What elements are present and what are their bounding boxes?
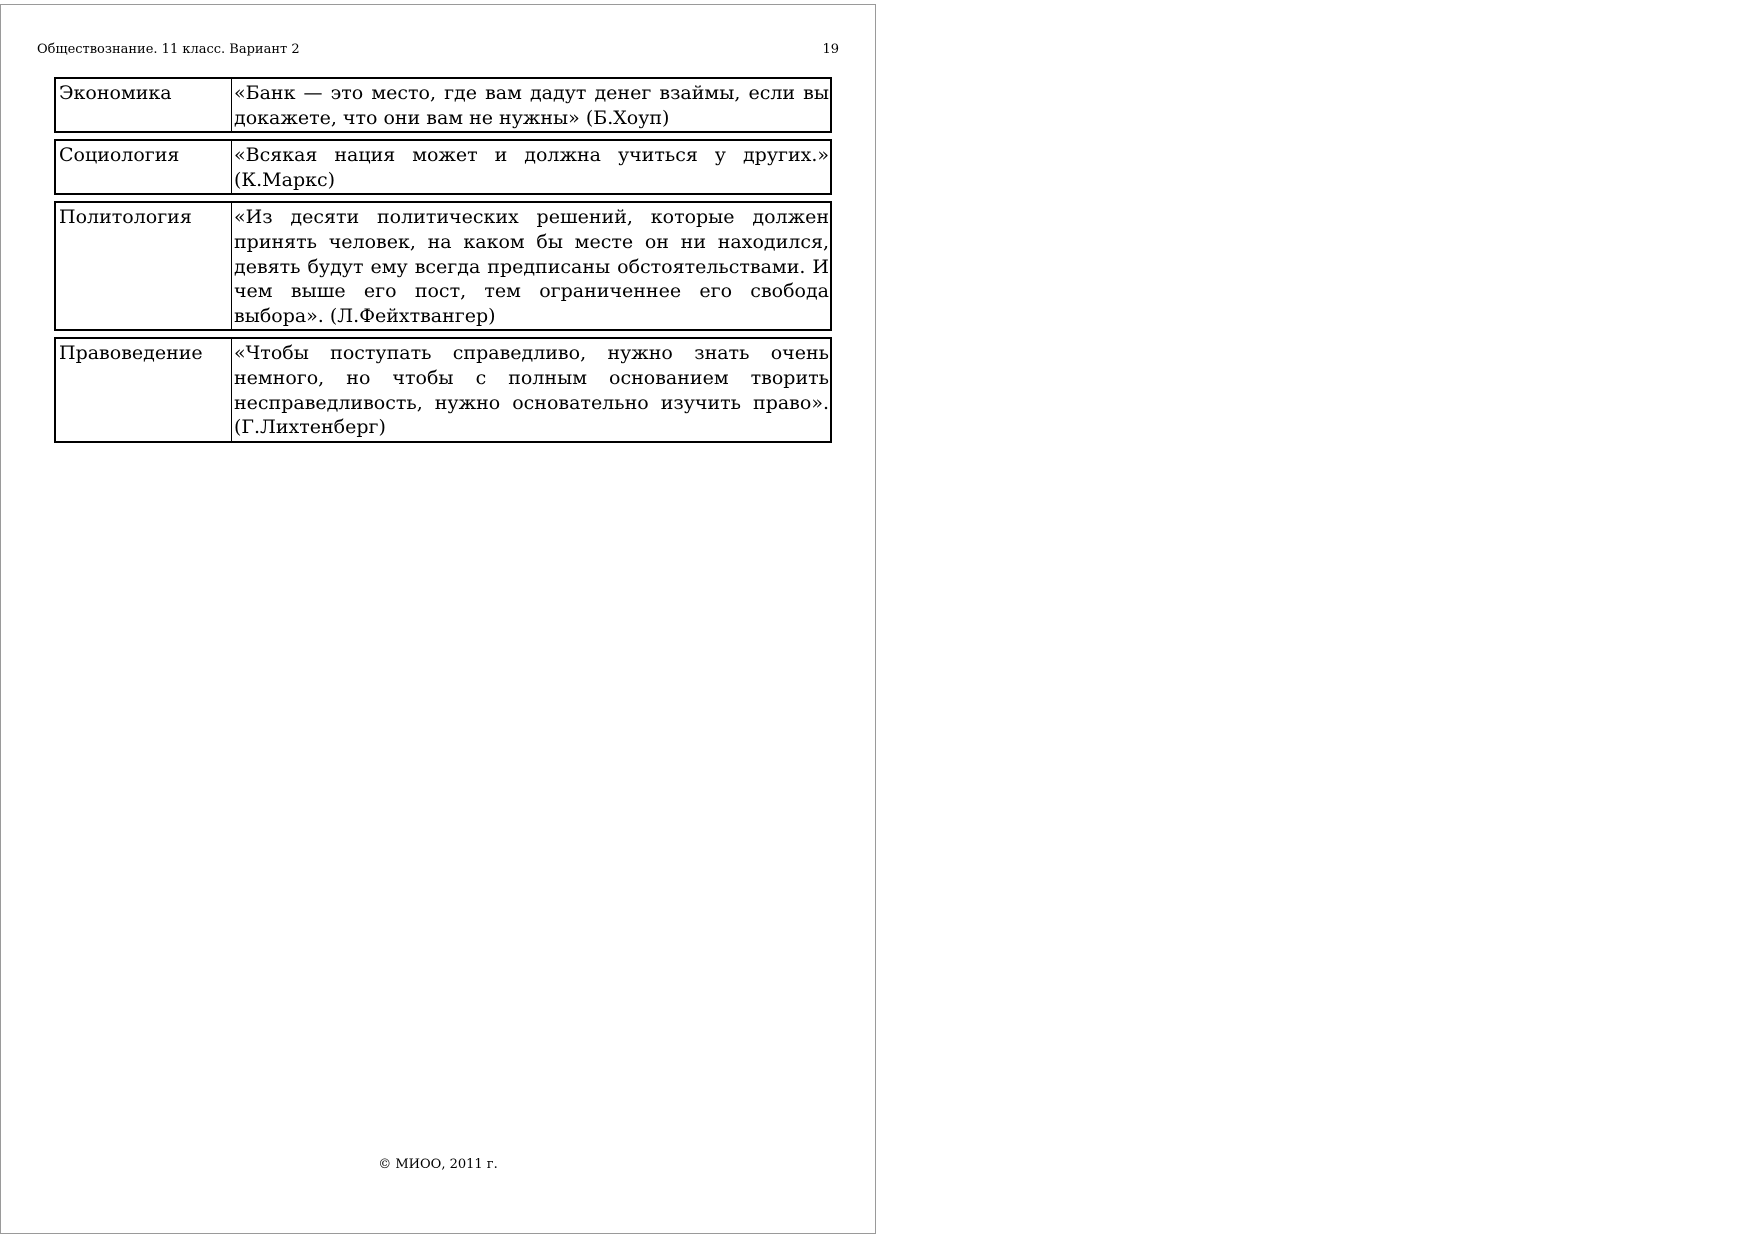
page-number: 19 bbox=[822, 42, 839, 57]
document-page bbox=[0, 4, 876, 1234]
page-header bbox=[37, 42, 839, 57]
document-title: Обществознание. 11 класс. Вариант 2 bbox=[37, 42, 300, 57]
quote-block-law bbox=[54, 337, 832, 442]
copyright-text: © МИОО, 2011 г. bbox=[378, 1157, 498, 1172]
quote-text: «Из десяти политических решений, которые должен принять человек, на каком бы месте он ни находился, девять будут ему всегда предписаны обстоятельствами. И чем выше его пост, тем ограниченнее его свобода выбора». (Л.Фейхтвангер) bbox=[234, 206, 829, 327]
quote-text: «Банк — это место, где вам дадут денег взаймы, если вы докажете, что они вам не нужны» (Б.Хоуп) bbox=[234, 82, 829, 129]
quotes-table bbox=[54, 77, 832, 449]
quote-block-political-science bbox=[54, 201, 832, 331]
topic-label: Политология bbox=[56, 203, 232, 329]
quote-block-economics bbox=[54, 77, 832, 133]
quote-text: «Всякая нация может и должна учиться у других.» (К.Маркс) bbox=[234, 144, 829, 191]
quote-text: «Чтобы поступать справедливо, нужно знать очень немного, но чтобы с полным основанием творить несправедливость, нужно основательно изучить право». (Г.Лихтенберг) bbox=[234, 342, 829, 439]
topic-label: Правоведение bbox=[56, 339, 232, 440]
topic-label: Экономика bbox=[56, 79, 232, 131]
page-footer bbox=[1, 1157, 875, 1172]
topic-label: Социология bbox=[56, 141, 232, 193]
quote-block-sociology bbox=[54, 139, 832, 195]
